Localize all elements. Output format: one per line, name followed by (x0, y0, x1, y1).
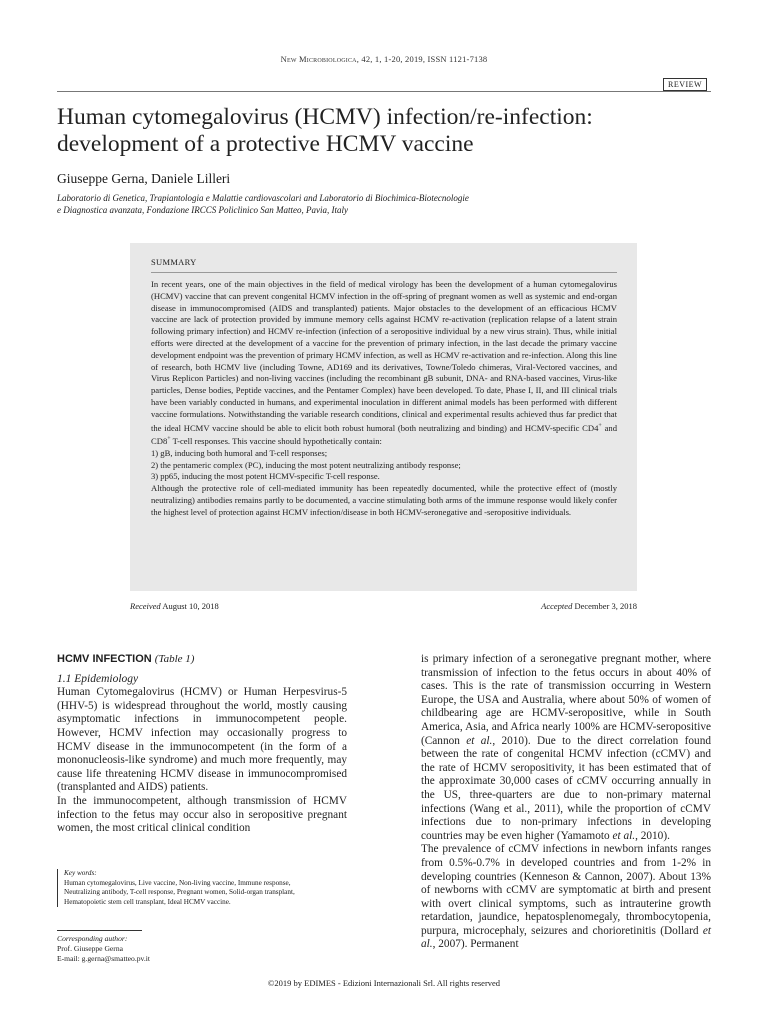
body-paragraph: The prevalence of cCMV infections in newborn infants ranges from 0.5%-0.7% in developed countries and from 1-2% in developing countries (Kenneson & Cannon, 2007). About 13% of newborns with cCMV are symptomatic at birth and present with overt clinical symptoms, such as intrauterine growth retardation, jaundice, hepatosplenomegaly, thrombocytopenia, purpura, microcephaly, seizures and chorioretinitis (Dollard et al., 2007). Permanent (421, 843, 711, 951)
corresponding-rule (57, 930, 142, 931)
article-type-badge: REVIEW (663, 78, 707, 91)
summary-item-1: 1) gB, inducing both humoral and T-cell responses; (151, 447, 328, 458)
summary-closing: Although the protective role of cell-mediated immunity has been repeatedly documented, while the protective effect of (mostly neutralizing) antibodies remains partly to be documented, a vaccine stimulating both arms of the immune response would likely confer the highest level of protection against HCMV infection/disease in both HCMV-seronegative and -seropositive individuals. (151, 483, 617, 517)
summary-paragraph: In recent years, one of the main objectives in the field of medical virology has been the development of a human cytomegalovirus (HCMV) vaccine that can prevent congenital HCMV infection in the off-spring of pregnant women as well as systemic and end-organ disease in immunocompromised (AIDS and transplanted) patients. Major obstacles to the development of an efficacious HCMV vaccine are lack of protection provided by immune memory cells against HCMV re-activation (replication relapse of a latent strain following primary infection) and HCMV re-infection (infection of a seropositive individual by a new virus strain). Thus, while initial efforts were directed at the development of a vaccine for the prevention of primary infection, in the last decade the primary vaccine development endpoint was the prevention of primary HCMV infection, as well as HCMV re-activation and re-infection. Along this line of research, both HCMV live (including Towne, AD169 and its derivatives, Towne/Toledo chimeras, Viral-Vectored vaccines, and Virus Replicon Particles) and non-living vaccines (including the recombinant gB subunit, DNA- and RNA-based vaccines, Virus-like particles, Dense bodies, Peptide vaccines, and the Pentamer Complex) have been developed. To date, Phase I, II, and III clinical trials have been variably conducted in humans, and experimental inoculation in different animal models has been performed with different vaccine formulations. Notwithstanding the variable research conditions, clinical and experimental results achieved thus far predict that the ideal HCMV vaccine should be able to elicit both robust humoral (both neutralizing and binding) and HCMV-specific CD4+ and CD8+ T-cell responses. This vaccine should hypothetically contain: (151, 279, 617, 447)
copyright-footer: ©2019 by EDIMES - Edizioni Internazionali Srl. All rights reserved (267, 978, 501, 988)
affiliation-line-1: Laboratorio di Genetica, Trapiantologia e Malattie cardiovascolari and Laboratorio di Biochimica-Biotecnologie (57, 193, 469, 203)
corresponding-email[interactable]: E-mail: g.gerna@smatteo.pv.it (57, 954, 150, 963)
keywords-block (57, 869, 364, 907)
corresponding-author (57, 934, 357, 964)
subsection-heading: 1.1 Epidemiology (57, 672, 139, 685)
keywords-line: Hematopoietic stem cell transplant, Ideal HCMV vaccine. (64, 897, 231, 906)
affiliation (57, 192, 697, 216)
body-column-left (57, 653, 347, 836)
article-dates (130, 601, 637, 611)
affiliation-line-2: e Diagnostica avanzata, Fondazione IRCCS Policlinico San Matteo, Pavia, Italy (57, 205, 348, 215)
body-column-right (421, 653, 711, 952)
title-line-1: Human cytomegalovirus (HCMV) infection/re-infection: (57, 104, 593, 130)
header-rule (57, 91, 711, 92)
authors: Giuseppe Gerna, Daniele Lilleri (57, 171, 231, 186)
keywords-line: Neutralizing antibody, T-cell response, Pregnant women, Solid-organ transplant, (64, 888, 295, 897)
summary-item-3: 3) pp65, inducing the most potent HCMV-specific T-cell response. (151, 471, 380, 482)
summary-item-2: 2) the pentameric complex (PC), inducing the most potent neutralizing antibody response; (151, 459, 461, 470)
corresponding-label: Corresponding author: (57, 934, 128, 943)
summary-text (151, 279, 617, 519)
journal-issue: , 42, 1, 1-20, 2019, ISSN 1121-7138 (356, 54, 488, 64)
summary-label: SUMMARY (151, 257, 197, 267)
body-paragraph: is primary infection of a seronegative pregnant mother, where transmission of infection to the fetus occurs in about 40% of cases. This is the rate of transmission occurring in Western Europe, the USA and Australia, where about 50% of women of childbearing age are HCMV-seropositive, while in South America, Asia, and Africa nearly 100% are HCMV-seropositive (Cannon et al., 2010). Due to the direct correlation found between the rate of congenital HCMV infection (cCMV) and the rate of HCMV seropositivity, it has been estimated that of the approximate 30,000 cases of cCMV occurring annually in the US, three-quarters are due to non-primary maternal infections (Wang et al., 2011), while the proportion of cCMV infections due to non-primary infections in developing countries may be even higher (Yamamoto et al., 2010). (421, 653, 711, 842)
article-title (57, 104, 717, 158)
body-paragraph: In the immunocompetent, although transmission of HCMV infection to the fetus may occur also in seropositive pregnant women, the most critical clinical condition (57, 794, 347, 835)
body-paragraph: Human Cytomegalovirus (HCMV) or Human Herpesvirus-5 (HHV-5) is widespread throughout the world, mostly causing asymptomatic infections in immunocompetent people. However, HCMV infection may occasionally progress to HCMV disease in the immunocompetent (in the form of a mononucleosis-like syndrome) and much more frequently, may cause life threatening HCMV disease in immunocompromised (transplanted and AIDS) patients. (57, 686, 347, 794)
accepted-date: Accepted December 3, 2018 (541, 601, 637, 611)
corresponding-name: Prof. Giuseppe Gerna (57, 944, 124, 953)
section-heading: HCMV INFECTION (Table 1) (57, 653, 195, 665)
received-date: Received August 10, 2018 (130, 601, 219, 611)
keywords-label: Key words: (64, 869, 97, 877)
journal-citation (0, 54, 768, 64)
keywords-line: Human cytomegalovirus, Live vaccine, Non-living vaccine, Immune response, (64, 878, 291, 887)
journal-name: New Microbiologica (280, 54, 357, 64)
summary-rule (151, 272, 617, 273)
title-line-2: development of a protective HCMV vaccine (57, 131, 474, 157)
